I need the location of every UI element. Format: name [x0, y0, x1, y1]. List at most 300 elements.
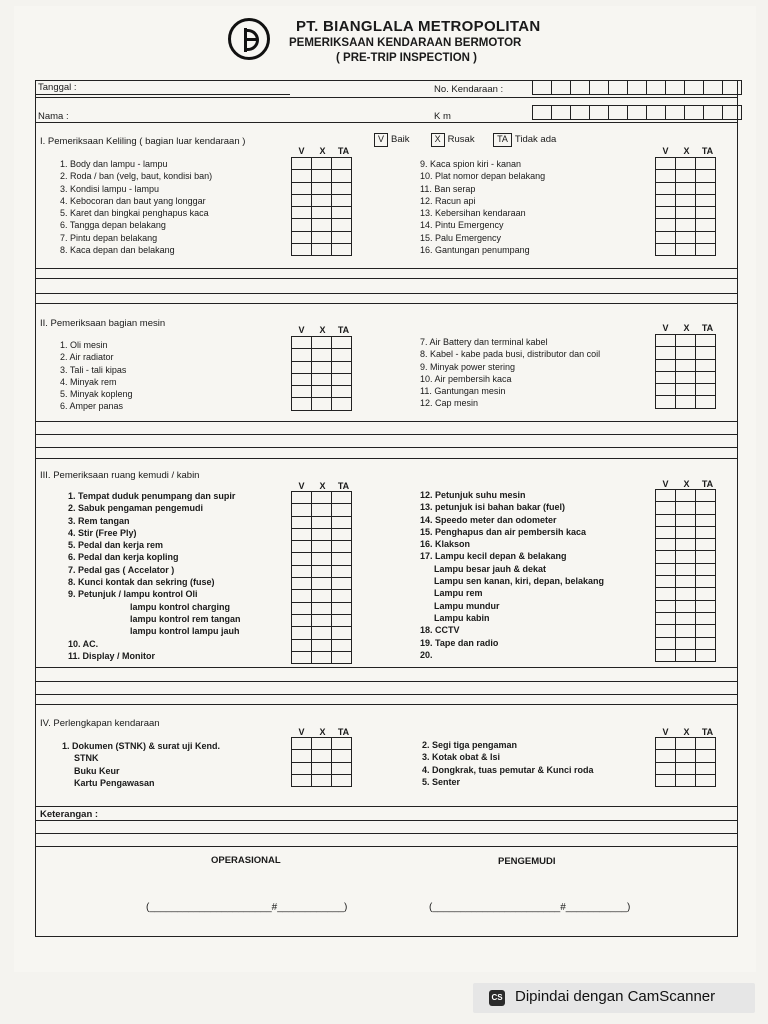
check-cell[interactable] [292, 170, 312, 182]
check-cell[interactable] [676, 600, 696, 612]
check-cell[interactable] [656, 539, 676, 551]
checklist-item: 10. AC. [68, 638, 99, 649]
check-cell[interactable] [696, 371, 716, 383]
check-cell[interactable] [676, 231, 696, 243]
check-cell[interactable] [332, 244, 352, 256]
check-cell[interactable] [312, 207, 332, 219]
checklist-item: 13. petunjuk isi bahan bakar (fuel) [420, 502, 566, 513]
check-cell[interactable] [676, 637, 696, 649]
check-cell[interactable] [312, 565, 332, 577]
checklist-item: 1. Body dan lampu - lampu [60, 159, 168, 169]
check-cell[interactable] [696, 182, 716, 194]
check-cell[interactable] [292, 158, 312, 170]
column-headers: V X TA [298, 146, 350, 156]
check-cell[interactable] [312, 492, 332, 504]
check-cell[interactable] [696, 158, 716, 170]
check-cell[interactable] [312, 373, 332, 385]
check-cell[interactable] [696, 750, 716, 762]
check-cell[interactable] [292, 565, 312, 577]
notes-line [35, 268, 738, 269]
company-name: PT. BIANGLALA METROPOLITAN [296, 18, 541, 35]
check-cell[interactable] [656, 637, 676, 649]
check-grid[interactable] [655, 737, 716, 787]
check-cell[interactable] [312, 541, 332, 553]
checklist-item: Lampu rem [434, 588, 483, 599]
check-cell[interactable] [332, 565, 352, 577]
check-cell[interactable] [676, 738, 696, 750]
check-cell[interactable] [696, 563, 716, 575]
signature-operasional-label: OPERASIONAL [211, 855, 281, 866]
checklist-item: Lampu sen kanan, kiri, depan, belakang [434, 576, 605, 587]
check-cell[interactable] [656, 359, 676, 371]
check-cell[interactable] [676, 612, 696, 624]
check-cell[interactable] [676, 219, 696, 231]
check-grid[interactable] [655, 157, 716, 256]
checklist-item: 4. Kebocoran dan baut yang longgar [60, 195, 206, 206]
checklist-item: Kartu Pengawasan [74, 777, 155, 788]
check-cell[interactable] [656, 649, 676, 661]
check-cell[interactable] [332, 528, 352, 540]
check-cell[interactable] [332, 158, 352, 170]
checklist-item: 14. Speedo meter dan odometer [420, 514, 557, 525]
check-cell[interactable] [656, 502, 676, 514]
check-cell[interactable] [292, 774, 312, 786]
checklist-item: 11. Gantungan mesin [420, 386, 506, 397]
check-cell[interactable] [696, 600, 716, 612]
check-cell[interactable] [332, 750, 352, 762]
check-cell[interactable] [312, 170, 332, 182]
check-cell[interactable] [292, 528, 312, 540]
check-cell[interactable] [312, 738, 332, 750]
check-cell[interactable] [312, 349, 332, 361]
section-1-title: I. Pemeriksaan Keliling ( bagian luar kendaraan ) [40, 136, 246, 147]
check-cell[interactable] [292, 337, 312, 349]
check-cell[interactable] [676, 182, 696, 194]
checklist-item: 15. Penghapus dan air pembersih kaca [420, 526, 587, 537]
check-cell[interactable] [332, 590, 352, 602]
check-cell[interactable] [676, 576, 696, 588]
check-cell[interactable] [292, 194, 312, 206]
checklist-item: 20. [420, 649, 433, 660]
checklist-item: 7. Pintu depan belakang [60, 232, 158, 243]
section-4-title: IV. Perlengkapan kendaraan [40, 718, 160, 729]
checklist-item: 7. Pedal gas ( Accelator ) [68, 564, 175, 575]
notes-line [35, 421, 738, 422]
check-cell[interactable] [312, 590, 332, 602]
checklist-item: 1. Dokumen (STNK) & surat uji Kend. [62, 741, 221, 751]
check-cell[interactable] [656, 207, 676, 219]
check-cell[interactable] [312, 219, 332, 231]
checklist-item: 5. Karet dan bingkai penghapus kaca [60, 208, 209, 219]
section-2-left-list [60, 339, 133, 413]
check-cell[interactable] [656, 514, 676, 526]
checklist-item: 12. Cap mesin [420, 398, 479, 409]
check-cell[interactable] [332, 194, 352, 206]
check-cell[interactable] [312, 337, 332, 349]
check-cell[interactable] [656, 625, 676, 637]
no-kendaraan-label: No. Kendaraan : [434, 84, 504, 95]
check-cell[interactable] [696, 490, 716, 502]
checklist-item: 11. Display / Monitor [68, 650, 156, 661]
check-cell[interactable] [696, 588, 716, 600]
checklist-item: lampu kontrol rem tangan [130, 613, 241, 624]
check-cell[interactable] [312, 516, 332, 528]
section-3-title: III. Pemeriksaan ruang kemudi / kabin [40, 470, 200, 481]
checklist-item: 9. Minyak power stering [420, 361, 516, 372]
notes-line [35, 434, 738, 435]
signature-pengemudi-line[interactable]: (_______________________#___________) [429, 902, 631, 913]
check-cell[interactable] [656, 244, 676, 256]
check-cell[interactable] [656, 396, 676, 408]
checklist-item: 6. Amper panas [60, 401, 124, 412]
check-cell[interactable] [676, 335, 696, 347]
checklist-item: 9. Petunjuk / lampu kontrol Oli [68, 589, 198, 600]
check-cell[interactable] [332, 386, 352, 398]
check-cell[interactable] [332, 553, 352, 565]
checklist-item: 3. Kondisi lampu - lampu [60, 183, 160, 194]
check-cell[interactable] [656, 551, 676, 563]
check-cell[interactable] [696, 231, 716, 243]
check-cell[interactable] [332, 492, 352, 504]
check-cell[interactable] [312, 651, 332, 663]
checklist-item: 2. Segi tiga pengaman [422, 740, 518, 750]
check-cell[interactable] [676, 244, 696, 256]
check-cell[interactable] [312, 398, 332, 410]
check-cell[interactable] [676, 514, 696, 526]
notes-line [35, 833, 738, 834]
check-cell[interactable] [312, 553, 332, 565]
checklist-item: 10. Plat nomor depan belakang [420, 171, 546, 182]
check-grid[interactable] [291, 491, 352, 664]
checklist-item: 12. Petunjuk suhu mesin [420, 490, 526, 500]
km-boxes[interactable] [532, 105, 742, 120]
check-cell[interactable] [312, 774, 332, 786]
check-cell[interactable] [656, 384, 676, 396]
section-3-left-list [68, 490, 241, 662]
check-cell[interactable] [292, 244, 312, 256]
checklist-item: Buku Keur [74, 765, 120, 776]
checklist-item: 1. Oli mesin [60, 340, 108, 350]
check-cell[interactable] [292, 553, 312, 565]
check-cell[interactable] [312, 602, 332, 614]
check-cell[interactable] [696, 347, 716, 359]
check-cell[interactable] [696, 551, 716, 563]
check-cell[interactable] [292, 231, 312, 243]
notes-line [35, 278, 738, 279]
checklist-item: 18. CCTV [420, 625, 460, 636]
check-grid[interactable] [291, 157, 352, 256]
check-cell[interactable] [696, 170, 716, 182]
check-cell[interactable] [292, 639, 312, 651]
check-cell[interactable] [696, 514, 716, 526]
check-cell[interactable] [696, 359, 716, 371]
check-cell[interactable] [676, 170, 696, 182]
check-cell[interactable] [292, 750, 312, 762]
checklist-item: Lampu mundur [434, 600, 500, 611]
check-cell[interactable] [656, 750, 676, 762]
check-cell[interactable] [696, 526, 716, 538]
check-cell[interactable] [292, 590, 312, 602]
check-cell[interactable] [676, 194, 696, 206]
check-cell[interactable] [332, 738, 352, 750]
check-cell[interactable] [292, 219, 312, 231]
check-cell[interactable] [656, 563, 676, 575]
check-cell[interactable] [332, 578, 352, 590]
checklist-item: 5. Minyak kopleng [60, 389, 133, 400]
keterangan-label: Keterangan : [40, 809, 99, 820]
checklist-item: 15. Palu Emergency [420, 232, 502, 243]
check-grid[interactable] [655, 334, 716, 409]
check-cell[interactable] [312, 750, 332, 762]
camscanner-watermark [473, 983, 755, 1013]
check-cell[interactable] [676, 774, 696, 786]
check-cell[interactable] [656, 194, 676, 206]
check-cell[interactable] [656, 738, 676, 750]
check-cell[interactable] [292, 738, 312, 750]
check-cell[interactable] [292, 398, 312, 410]
check-cell[interactable] [656, 588, 676, 600]
check-cell[interactable] [656, 219, 676, 231]
checklist-item: STNK [74, 753, 99, 764]
check-cell[interactable] [332, 182, 352, 194]
check-cell[interactable] [292, 602, 312, 614]
check-cell[interactable] [656, 612, 676, 624]
check-cell[interactable] [696, 207, 716, 219]
legend: V Baik X Rusak TA Tidak ada [374, 133, 556, 147]
check-cell[interactable] [332, 639, 352, 651]
check-cell[interactable] [696, 194, 716, 206]
check-cell[interactable] [676, 762, 696, 774]
check-cell[interactable] [656, 490, 676, 502]
check-cell[interactable] [332, 170, 352, 182]
check-cell[interactable] [676, 371, 696, 383]
check-cell[interactable] [696, 396, 716, 408]
checklist-item: 4. Stir (Free Ply) [68, 527, 137, 538]
check-cell[interactable] [292, 651, 312, 663]
check-cell[interactable] [656, 170, 676, 182]
check-cell[interactable] [696, 576, 716, 588]
check-cell[interactable] [292, 373, 312, 385]
check-cell[interactable] [676, 551, 696, 563]
check-cell[interactable] [656, 182, 676, 194]
checklist-item: 4. Dongkrak, tuas pemutar & Kunci roda [422, 764, 594, 775]
check-cell[interactable] [676, 384, 696, 396]
check-grid[interactable] [291, 737, 352, 787]
check-cell[interactable] [332, 207, 352, 219]
column-headers: V X TA [298, 727, 350, 737]
check-grid[interactable] [291, 336, 352, 411]
check-cell[interactable] [312, 762, 332, 774]
check-cell[interactable] [696, 539, 716, 551]
column-headers: V X TA [662, 146, 714, 156]
checklist-item: 6. Tangga depan belakang [60, 220, 166, 231]
check-cell[interactable] [292, 386, 312, 398]
check-cell[interactable] [696, 335, 716, 347]
check-cell[interactable] [312, 627, 332, 639]
check-cell[interactable] [292, 361, 312, 373]
checklist-item: 11. Ban serap [420, 183, 476, 194]
check-cell[interactable] [676, 207, 696, 219]
check-cell[interactable] [332, 361, 352, 373]
km-label: K m [434, 111, 451, 122]
check-cell[interactable] [332, 516, 352, 528]
check-cell[interactable] [676, 158, 696, 170]
check-cell[interactable] [312, 578, 332, 590]
checklist-item: 2. Sabuk pengaman pengemudi [68, 503, 204, 514]
check-cell[interactable] [676, 359, 696, 371]
check-cell[interactable] [696, 637, 716, 649]
check-cell[interactable] [292, 541, 312, 553]
check-cell[interactable] [676, 396, 696, 408]
divider [35, 122, 738, 123]
check-cell[interactable] [332, 541, 352, 553]
check-cell[interactable] [696, 774, 716, 786]
check-cell[interactable] [656, 762, 676, 774]
divider [35, 97, 738, 98]
check-cell[interactable] [656, 576, 676, 588]
form-subtitle-2: ( PRE-TRIP INSPECTION ) [336, 52, 477, 64]
column-headers: V X TA [662, 323, 714, 333]
checklist-item: 3. Tali - tali kipas [60, 364, 127, 375]
check-cell[interactable] [656, 774, 676, 786]
check-cell[interactable] [676, 502, 696, 514]
check-cell[interactable] [332, 398, 352, 410]
check-cell[interactable] [676, 588, 696, 600]
checklist-item: 2. Roda / ban (velg, baut, kondisi ban) [60, 171, 213, 182]
checklist-item: lampu kontrol lampu jauh [130, 626, 240, 637]
check-cell[interactable] [292, 504, 312, 516]
check-cell[interactable] [312, 504, 332, 516]
check-cell[interactable] [696, 219, 716, 231]
check-cell[interactable] [696, 649, 716, 661]
checklist-item: 13. Kebersihan kendaraan [420, 208, 526, 219]
check-cell[interactable] [292, 762, 312, 774]
check-cell[interactable] [676, 750, 696, 762]
divider [35, 704, 738, 705]
check-cell[interactable] [312, 158, 332, 170]
checklist-item: 16. Klakson [420, 539, 471, 550]
tanggal-label: Tanggal : [38, 82, 77, 93]
check-cell[interactable] [656, 600, 676, 612]
check-cell[interactable] [696, 612, 716, 624]
check-cell[interactable] [676, 347, 696, 359]
check-cell[interactable] [676, 526, 696, 538]
check-cell[interactable] [676, 563, 696, 575]
checklist-item: 8. Kaca depan dan belakang [60, 245, 175, 256]
check-cell[interactable] [656, 371, 676, 383]
camscanner-text: Dipindai dengan CamScanner [515, 988, 716, 1005]
section-4-left-list [62, 740, 220, 789]
check-cell[interactable] [656, 335, 676, 347]
section-4-right-list [422, 739, 594, 788]
check-cell[interactable] [676, 649, 696, 661]
notes-line [35, 820, 738, 821]
check-cell[interactable] [292, 492, 312, 504]
check-cell[interactable] [312, 614, 332, 626]
check-cell[interactable] [696, 762, 716, 774]
notes-line [35, 667, 738, 668]
check-cell[interactable] [292, 578, 312, 590]
check-cell[interactable] [656, 158, 676, 170]
check-cell[interactable] [312, 386, 332, 398]
check-cell[interactable] [292, 627, 312, 639]
check-cell[interactable] [656, 231, 676, 243]
section-1-left-list [60, 158, 212, 256]
checklist-item: Lampu kabin [434, 612, 490, 623]
check-cell[interactable] [696, 244, 716, 256]
check-cell[interactable] [292, 182, 312, 194]
check-cell[interactable] [292, 516, 312, 528]
check-grid[interactable] [655, 489, 716, 662]
check-cell[interactable] [332, 774, 352, 786]
check-cell[interactable] [656, 526, 676, 538]
check-cell[interactable] [332, 219, 352, 231]
check-cell[interactable] [312, 231, 332, 243]
column-headers: V X TA [662, 727, 714, 737]
check-cell[interactable] [312, 528, 332, 540]
check-cell[interactable] [332, 231, 352, 243]
check-cell[interactable] [292, 349, 312, 361]
check-cell[interactable] [696, 625, 716, 637]
check-cell[interactable] [332, 762, 352, 774]
check-cell[interactable] [292, 207, 312, 219]
camscanner-icon: CS [489, 990, 505, 1006]
section-3-right-list [420, 489, 604, 661]
check-cell[interactable] [332, 349, 352, 361]
signature-operasional-line[interactable]: (______________________#____________) [146, 902, 348, 913]
check-cell[interactable] [332, 614, 352, 626]
check-cell[interactable] [676, 625, 696, 637]
notes-line [35, 694, 738, 695]
check-cell[interactable] [292, 614, 312, 626]
form-subtitle: PEMERIKSAAN KENDARAAN BERMOTOR [289, 37, 522, 49]
notes-line [35, 447, 738, 448]
checklist-item: 5. Pedal dan kerja rem [68, 540, 164, 551]
checklist-item: 8. Kabel - kabe pada busi, distributor dan coil [420, 349, 601, 360]
check-cell[interactable] [696, 502, 716, 514]
divider [35, 303, 738, 304]
checklist-item: 4. Minyak rem [60, 376, 117, 387]
check-cell[interactable] [312, 244, 332, 256]
check-cell[interactable] [332, 373, 352, 385]
checklist-item: 2. Air radiator [60, 352, 114, 363]
check-cell[interactable] [696, 384, 716, 396]
check-cell[interactable] [332, 627, 352, 639]
check-cell[interactable] [332, 504, 352, 516]
check-cell[interactable] [332, 337, 352, 349]
divider [35, 458, 738, 459]
check-cell[interactable] [676, 490, 696, 502]
check-cell[interactable] [676, 539, 696, 551]
check-cell[interactable] [696, 738, 716, 750]
check-cell[interactable] [312, 182, 332, 194]
check-cell[interactable] [332, 651, 352, 663]
check-cell[interactable] [332, 602, 352, 614]
check-cell[interactable] [656, 347, 676, 359]
checklist-item: Lampu besar jauh & dekat [434, 563, 547, 574]
no-kendaraan-boxes[interactable] [532, 80, 742, 95]
checklist-item: 5. Senter [422, 776, 461, 787]
section-2-title: II. Pemeriksaan bagian mesin [40, 318, 166, 329]
checklist-item: 10. Air pembersih kaca [420, 373, 512, 384]
check-cell[interactable] [312, 639, 332, 651]
check-cell[interactable] [312, 194, 332, 206]
check-cell[interactable] [312, 361, 332, 373]
checklist-item: 19. Tape dan radio [420, 637, 499, 648]
checklist-item: 16. Gantungan penumpang [420, 245, 530, 256]
checklist-item: 7. Air Battery dan terminal kabel [420, 337, 548, 347]
signature-pengemudi-label: PENGEMUDI [498, 856, 556, 867]
